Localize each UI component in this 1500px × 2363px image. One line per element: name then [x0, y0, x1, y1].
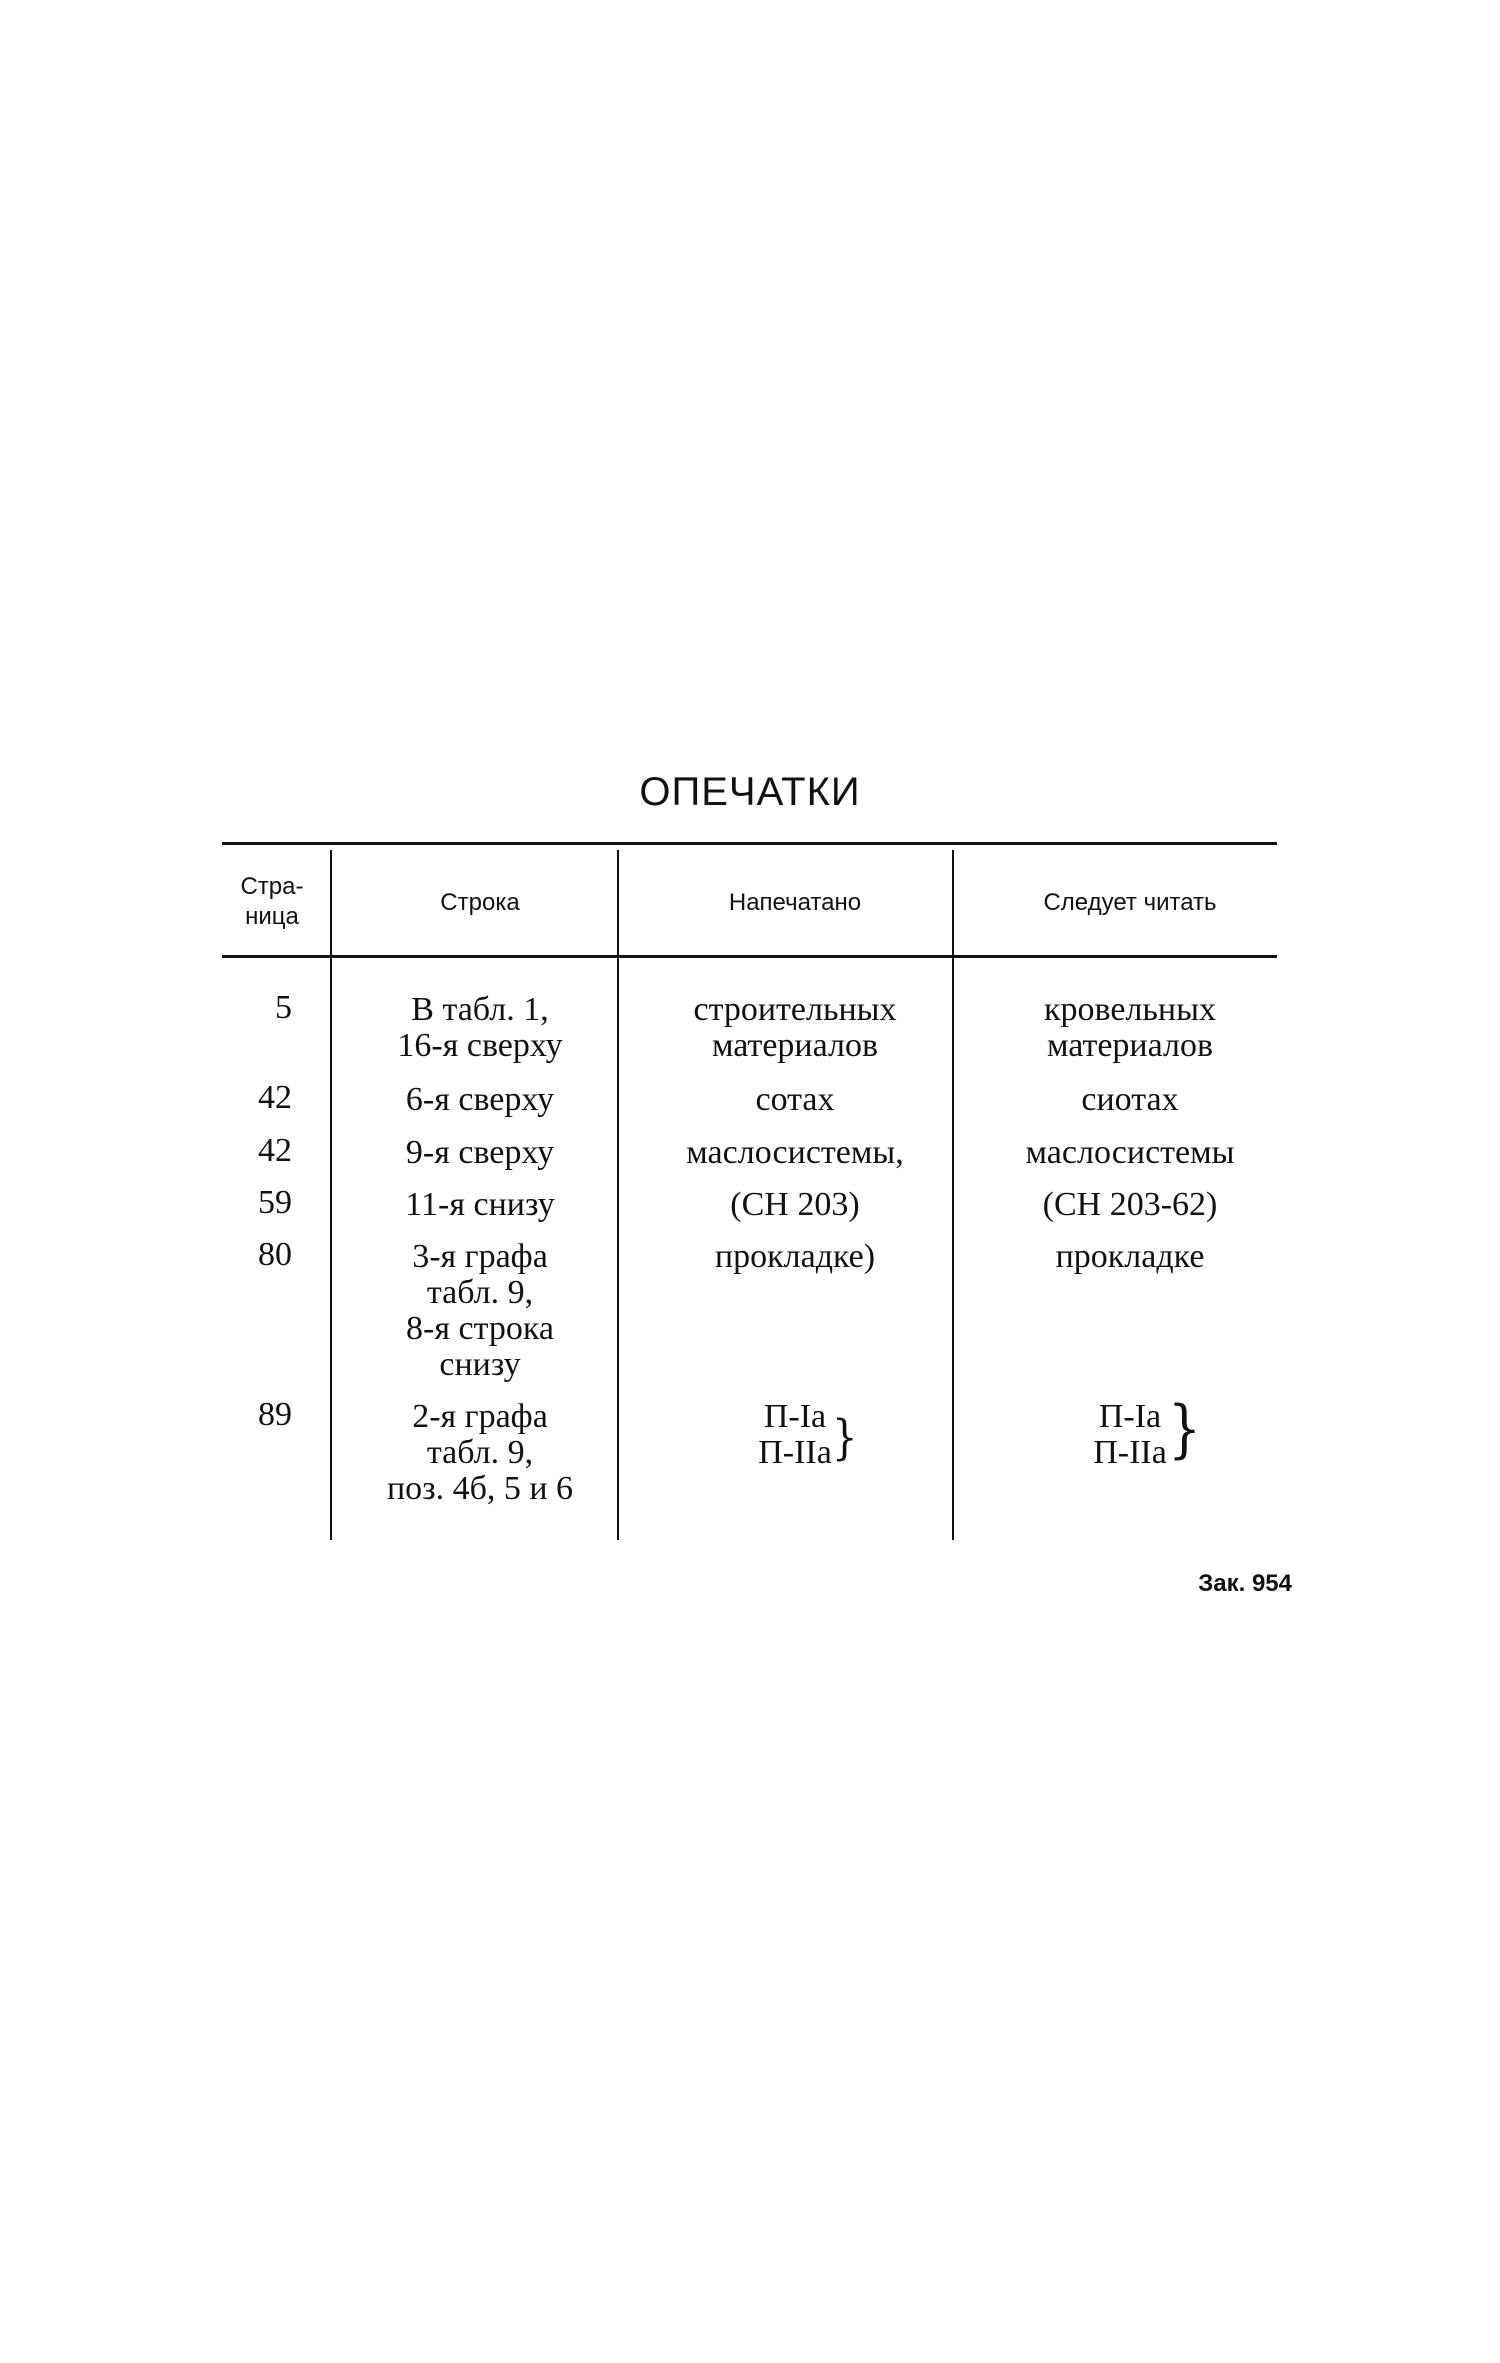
- row4-page: 59: [258, 1184, 292, 1221]
- row2-printed: сотах: [755, 1081, 835, 1118]
- column-divider-3: [952, 850, 954, 1540]
- row2-page: 42: [258, 1079, 292, 1116]
- row1-printed: строительных материалов: [693, 991, 897, 1064]
- page-title: ОПЕЧАТКИ: [639, 770, 861, 814]
- row4-correct: (СН 203-62): [1042, 1186, 1218, 1223]
- table-header-rule: [222, 955, 1277, 958]
- row6-line: 2-я графа табл. 9, поз. 4б, 5 и 6: [386, 1398, 574, 1507]
- row5-line: 3-я графа табл. 9, 8-я строка снизу: [406, 1238, 554, 1383]
- row1-correct: кровельных материалов: [1044, 991, 1216, 1064]
- row5-correct: прокладке: [1055, 1238, 1205, 1275]
- row2-line: 6-я сверху: [405, 1081, 555, 1118]
- header-line: Строка: [440, 889, 520, 916]
- row3-line: 9-я сверху: [405, 1134, 555, 1171]
- row1-line: В табл. 1, 16-я сверху: [397, 991, 563, 1064]
- row5-page: 80: [258, 1236, 292, 1273]
- header-correct: Следует читать: [1043, 889, 1217, 916]
- row6-correct: П-Iа П-IIа: [1093, 1398, 1167, 1471]
- row6-page: 89: [258, 1396, 292, 1433]
- row3-printed: маслосистемы,: [686, 1134, 904, 1171]
- header-printed: Напечатано: [728, 889, 862, 916]
- order-number: Зак. 954: [1198, 1570, 1292, 1597]
- table-top-rule: [222, 842, 1277, 845]
- row4-printed: (СН 203): [730, 1186, 860, 1223]
- column-divider-1: [330, 850, 332, 1540]
- row4-line: 11-я снизу: [405, 1186, 555, 1223]
- row1-page: 5: [275, 989, 292, 1026]
- row5-printed: прокладке): [714, 1238, 876, 1275]
- row3-correct: маслосистемы: [1025, 1134, 1235, 1171]
- correct-brace: }: [1168, 1394, 1202, 1466]
- printed-brace: }: [832, 1410, 858, 1466]
- row2-correct: сиотах: [1081, 1081, 1179, 1118]
- row6-printed: П-Iа П-IIа: [758, 1398, 832, 1471]
- row3-page: 42: [258, 1132, 292, 1169]
- header-page: Стра- ница: [240, 873, 304, 930]
